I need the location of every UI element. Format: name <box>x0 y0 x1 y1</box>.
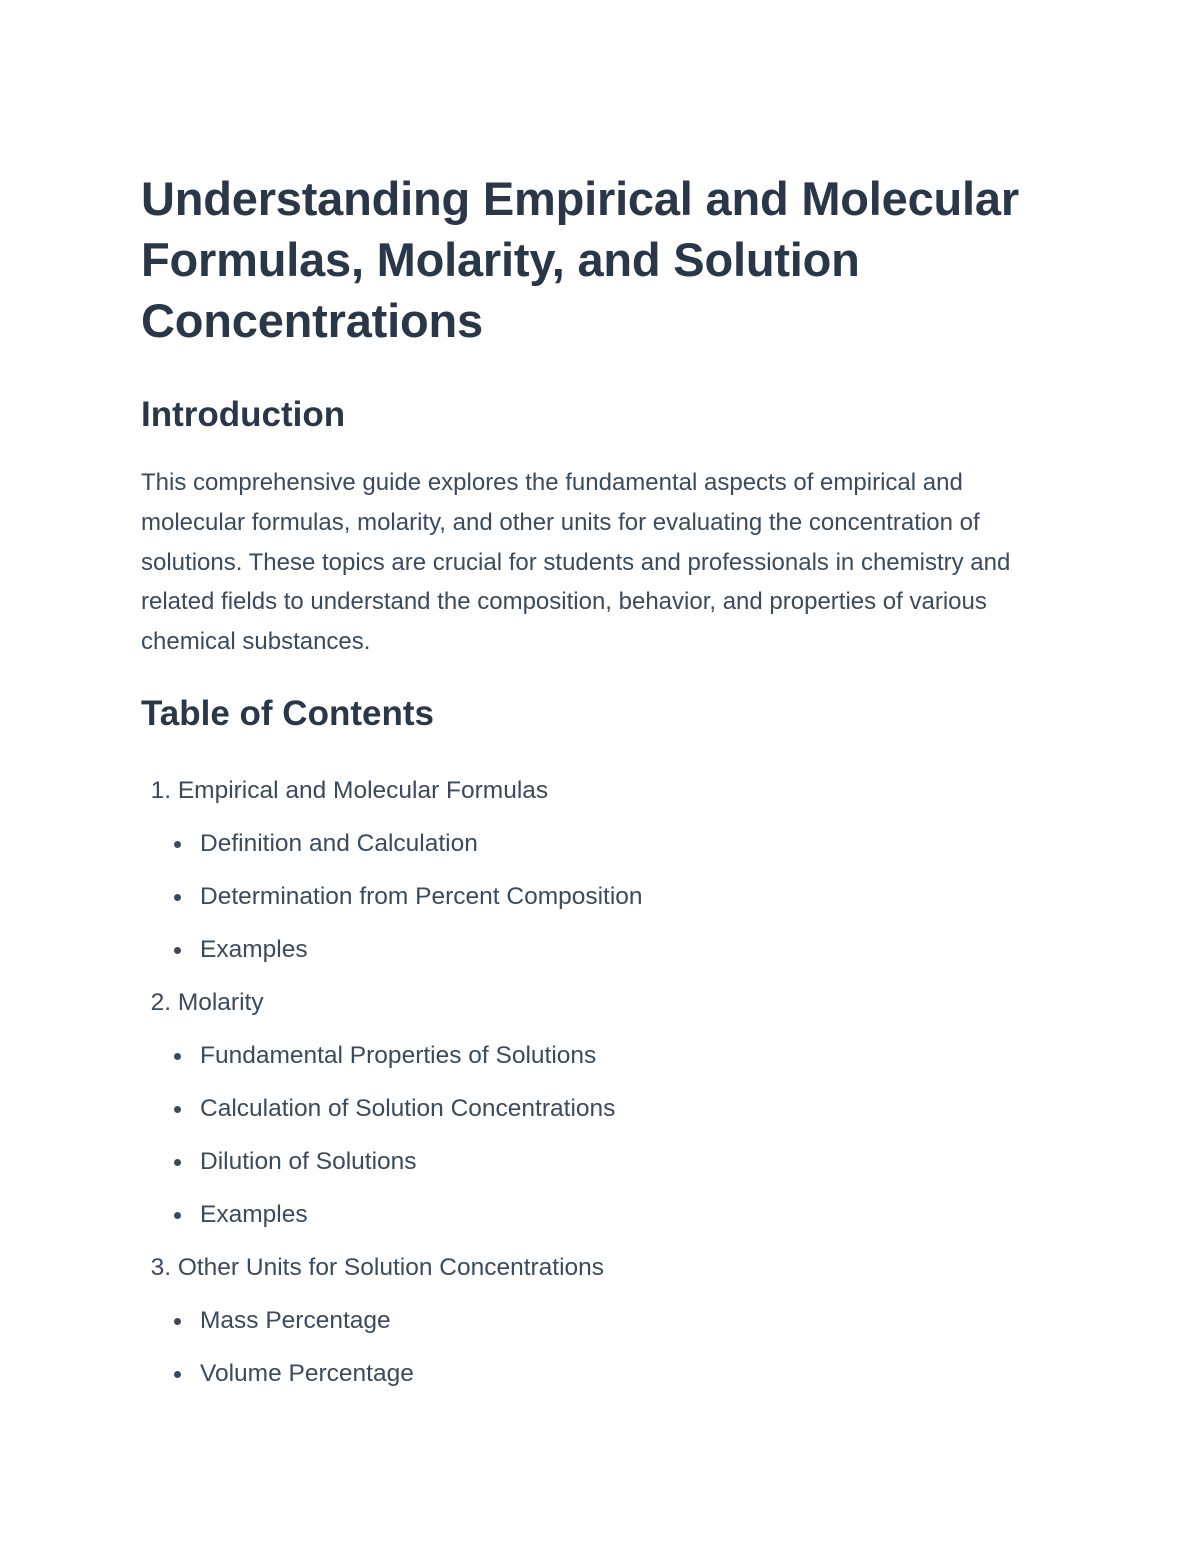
toc-item-number: 1. <box>150 776 171 804</box>
toc-subitem <box>141 817 1071 870</box>
page-title: Understanding Empirical and Molecular Formulas, Molarity, and Solution Concentrations <box>141 172 1019 347</box>
table-of-contents-heading: Table of Contents <box>141 693 434 733</box>
bullet-icon <box>174 894 181 901</box>
toc-item-number: 3. <box>150 1253 171 1281</box>
toc-item-empirical-molecular-formulas <box>141 764 1071 976</box>
toc-subitem-label: Calculation of Solution Concentrations <box>200 1094 616 1122</box>
toc-subitem-label: Examples <box>200 1200 308 1228</box>
toc-sublist <box>141 1294 1071 1400</box>
toc-subitem <box>141 1294 1071 1347</box>
toc-subitem <box>141 923 1071 976</box>
toc-subitem <box>141 1135 1071 1188</box>
toc-item-label: Other Units for Solution Concentrations <box>177 1253 605 1281</box>
toc-item-label: Molarity <box>177 988 264 1016</box>
introduction-paragraph: This comprehensive guide explores the fundamental aspects of empirical and molecular formulas, molarity, and other units for evaluating the concentration of solutions. These topics are crucial for students and professionals in chemistry and related fields to understand the composition, behavior, and properties of various chemical substances. <box>141 469 1011 656</box>
bullet-icon <box>174 1053 181 1060</box>
toc-item-other-units <box>141 1241 1071 1400</box>
introduction-heading: Introduction <box>141 395 346 434</box>
bullet-icon <box>174 1212 181 1219</box>
toc-subitem <box>141 1347 1071 1400</box>
bullet-icon <box>174 947 181 954</box>
toc-subitem <box>141 1029 1071 1082</box>
toc-subitem-label: Definition and Calculation <box>200 829 478 857</box>
bullet-icon <box>174 1318 181 1325</box>
bullet-icon <box>174 1106 181 1113</box>
document-page <box>141 168 1071 1400</box>
toc-subitem <box>141 870 1071 923</box>
bullet-icon <box>174 1371 181 1378</box>
toc-subitem-label: Examples <box>200 935 308 963</box>
toc-subitem <box>141 1188 1071 1241</box>
toc-subitem-label: Mass Percentage <box>200 1306 391 1334</box>
toc-sublist <box>141 817 1071 976</box>
toc-item-label: Empirical and Molecular Formulas <box>177 776 549 804</box>
bullet-icon <box>174 1159 181 1166</box>
bullet-icon <box>174 841 181 848</box>
toc-sublist <box>141 1029 1071 1241</box>
toc-subitem <box>141 1082 1071 1135</box>
toc-subitem-label: Dilution of Solutions <box>200 1147 417 1175</box>
toc-item-molarity <box>141 976 1071 1241</box>
toc-subitem-label: Determination from Percent Composition <box>200 882 643 910</box>
toc-item-number: 2. <box>150 988 171 1016</box>
toc-subitem-label: Volume Percentage <box>200 1359 414 1387</box>
table-of-contents-list <box>141 764 1071 1400</box>
toc-subitem-label: Fundamental Properties of Solutions <box>200 1041 597 1069</box>
